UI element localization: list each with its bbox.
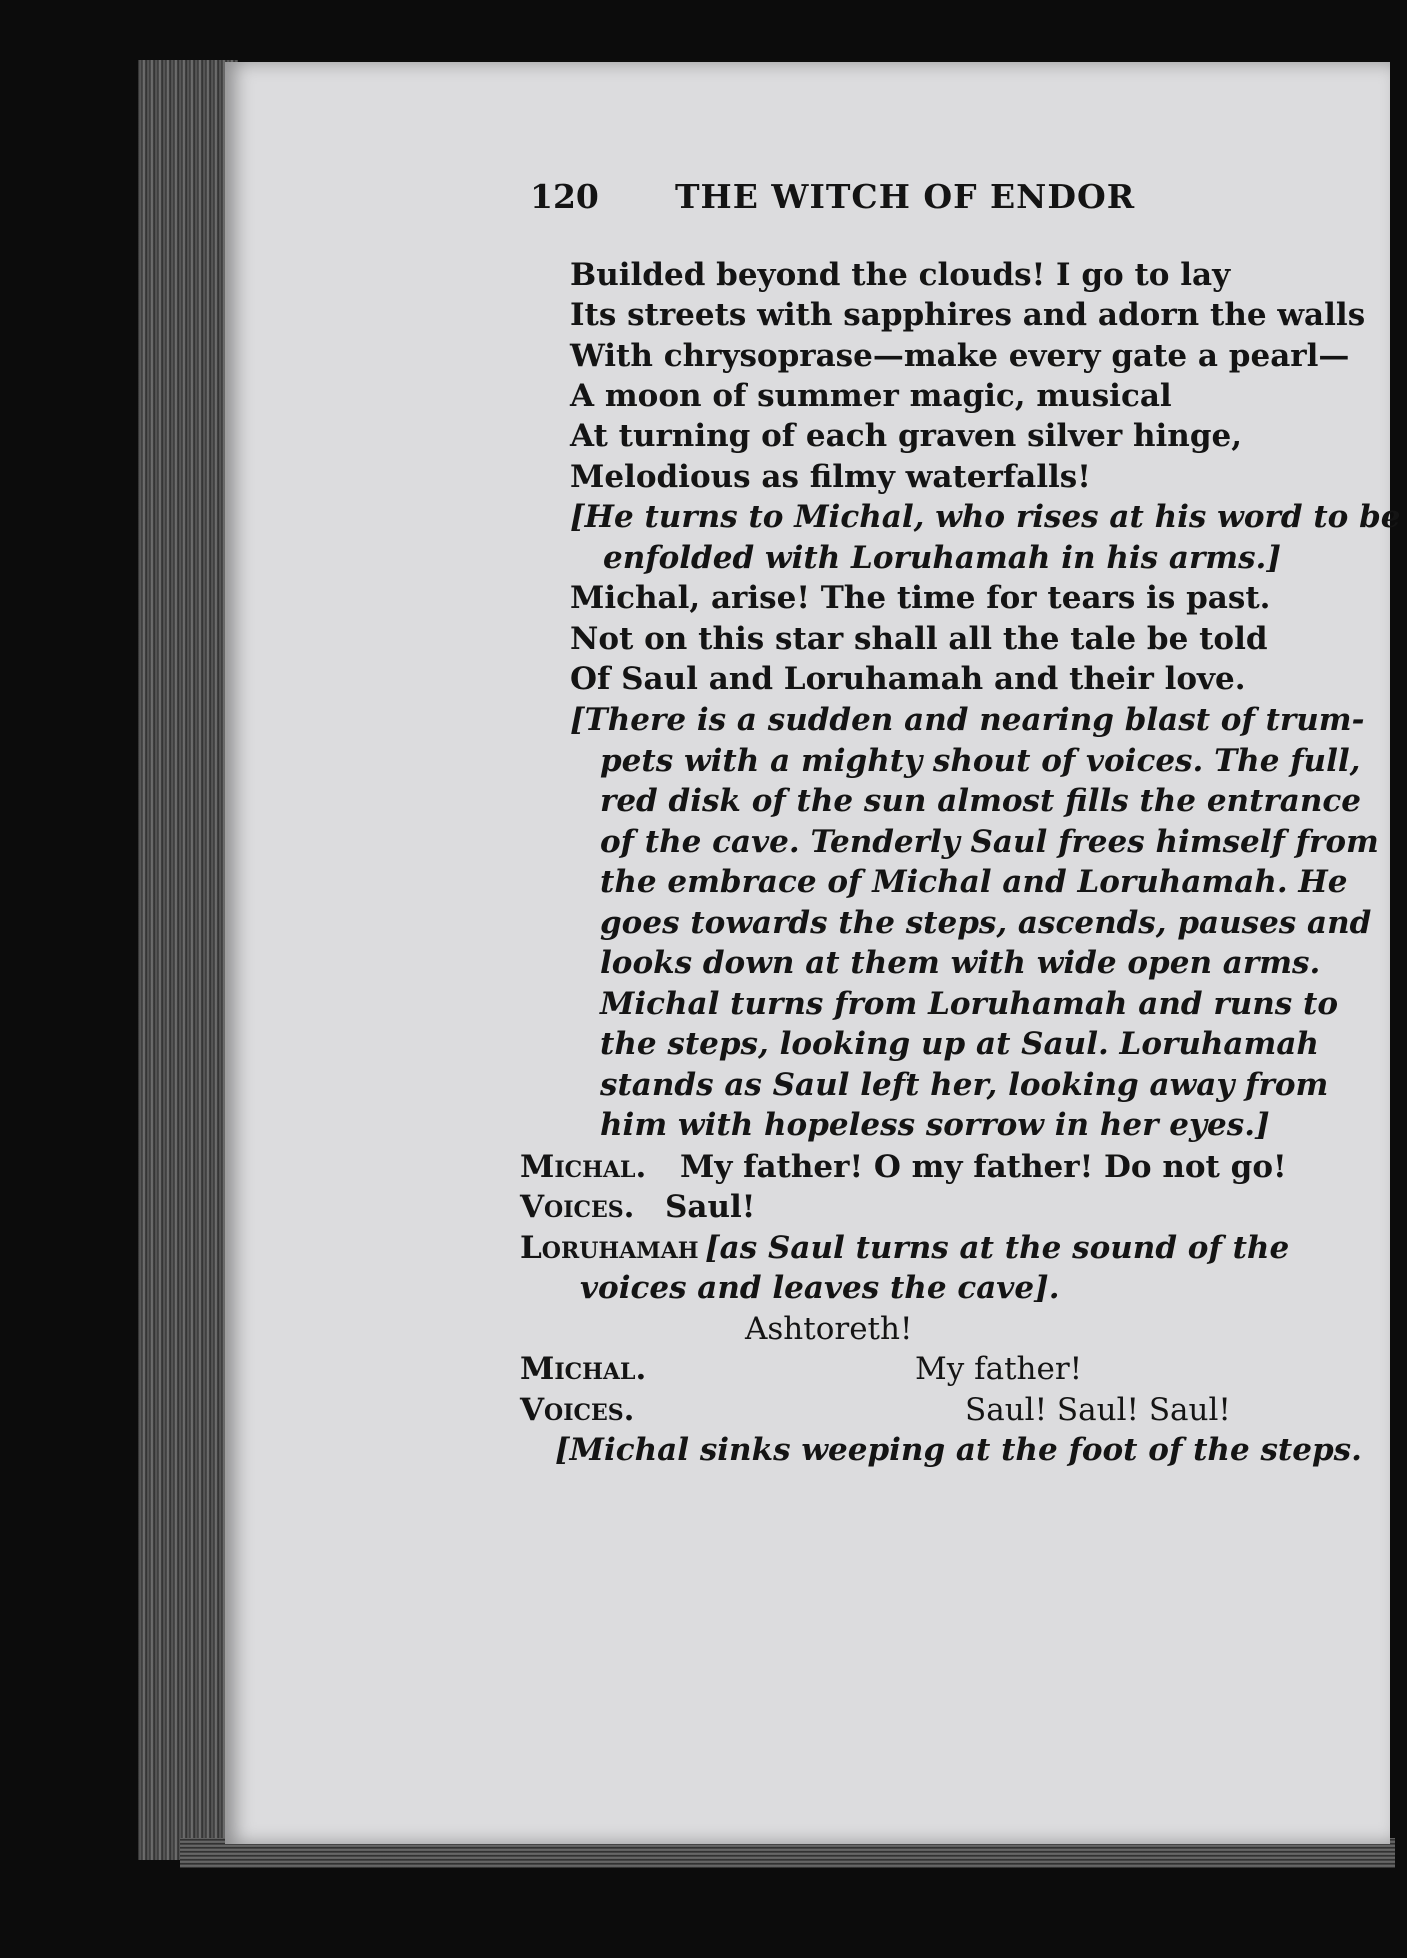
dialogue-line: My father! O my father! Do not go! [680,1149,1287,1185]
stage-direction-line: [as Saul turns at the sound of the [705,1230,1290,1266]
stage-direction-line: goes towards the steps, ascends, pauses and [600,905,1372,941]
book-page [225,62,1401,1844]
page-number: 120 [530,177,599,216]
verse-line: Builded beyond the clouds! I go to lay [570,257,1231,293]
stage-direction-line: the steps, looking up at Saul. Loruhamah [600,1026,1319,1062]
stage-direction-line: Michal turns from Loruhamah and runs to [600,986,1339,1022]
book-page-edges [138,60,238,1860]
stage-direction-line: [There is a sudden and nearing blast of trum- [570,702,1365,738]
stage-direction-line: [He turns to Michal, who rises at his word to be [570,499,1401,535]
dialogue-line: Saul! [665,1189,756,1225]
stage-direction-line: enfolded with Loruhamah in his arms.] [603,540,1282,576]
verse-line: A moon of summer magic, musical [570,378,1172,414]
verse-line: At turning of each graven silver hinge, [570,418,1243,454]
stage-direction-line: the embrace of Michal and Loruhamah. He [600,864,1348,900]
speaker-name: Loruhamah [520,1230,699,1266]
verse-line: Of Saul and Loruhamah and their love. [570,661,1246,697]
running-title: THE WITCH OF ENDOR [675,177,1136,216]
stage-direction-line: voices and leaves the cave]. [580,1270,1060,1306]
stage-direction-line: him with hopeless sorrow in her eyes.] [600,1107,1270,1143]
dialogue-line: Saul! Saul! Saul! [965,1392,1231,1428]
stage-direction-line: red disk of the sun almost fills the entrance [600,783,1361,819]
stage-direction-line: of the cave. Tenderly Saul frees himself from [600,824,1379,860]
speaker-name: Michal. [520,1351,647,1387]
dialogue-line: Ashtoreth! [745,1311,913,1347]
dialogue-line: My father! [915,1351,1083,1387]
verse-line: Not on this star shall all the tale be told [570,621,1268,657]
stage-direction-line: stands as Saul left her, looking away from [600,1067,1329,1103]
speaker-name: Michal. [520,1149,647,1185]
speaker-name: Voices. [520,1392,635,1428]
page-text [225,62,1401,1844]
verse-line: Its streets with sapphires and adorn the walls [570,297,1366,333]
verse-line: Michal, arise! The time for tears is past. [570,580,1271,616]
stage-direction-line: pets with a mighty shout of voices. The full, [600,743,1361,779]
speaker-name: Voices. [520,1189,635,1225]
stage-direction-line: [Michal sinks weeping at the foot of the steps. [555,1432,1362,1468]
verse-line: With chrysoprase—make every gate a pearl— [570,338,1350,374]
stage-direction-line: looks down at them with wide open arms. [600,945,1321,981]
verse-line: Melodious as filmy waterfalls! [570,459,1091,495]
